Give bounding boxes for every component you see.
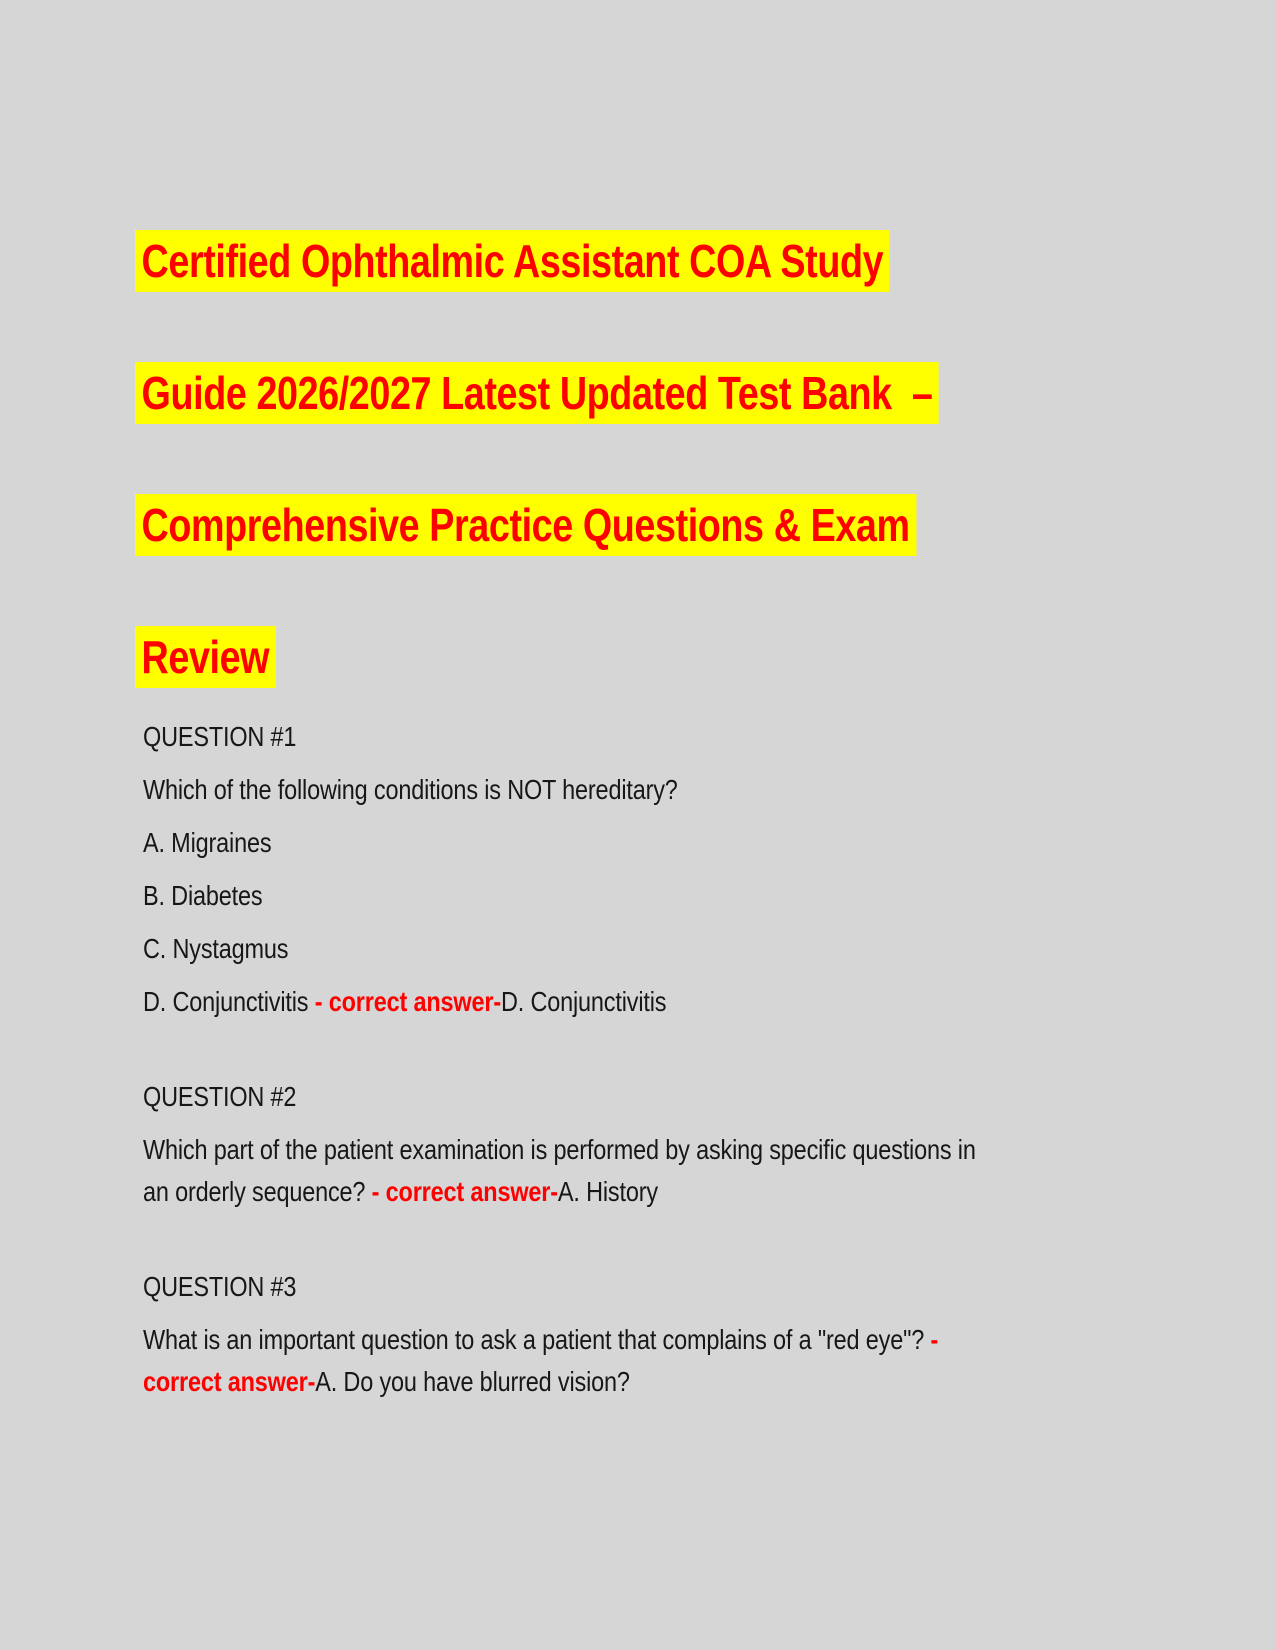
title-highlight-line: Review — [135, 626, 276, 688]
text-segment: an orderly sequence? — [143, 1176, 372, 1207]
question-paragraph — [143, 875, 1136, 917]
correct-answer-marker: correct answer- — [143, 1366, 316, 1397]
text-segment: Which part of the patient examination is performed by asking specific questions in — [143, 1134, 976, 1165]
question-block-3 — [143, 1266, 1136, 1403]
text-segment: What is an important question to ask a patient that complains of a "red eye"? — [143, 1324, 931, 1355]
text-segment: D. Conjunctivitis — [500, 986, 667, 1017]
title-highlight-line: Guide 2026/2027 Latest Updated Test Bank – — [135, 362, 939, 424]
text-segment: A. Migraines — [143, 827, 272, 858]
text-segment: A. Do you have blurred vision? — [315, 1366, 630, 1397]
text-segment: A. History — [557, 1176, 658, 1207]
question-label: QUESTION #1 — [143, 721, 297, 752]
question-block-1 — [143, 716, 1136, 1023]
questions-list — [143, 716, 1136, 1456]
question-paragraph — [143, 981, 1136, 1023]
question-paragraph — [143, 1129, 1136, 1213]
title-highlight-line: Comprehensive Practice Questions & Exam — [135, 494, 916, 556]
correct-answer-marker: - — [930, 1324, 939, 1355]
correct-answer-marker: - correct answer- — [314, 986, 501, 1017]
text-segment: B. Diabetes — [143, 880, 263, 911]
document-title — [135, 228, 1234, 690]
question-label: QUESTION #2 — [143, 1081, 297, 1112]
text-segment: D. Conjunctivitis — [143, 986, 315, 1017]
question-paragraph — [143, 769, 1136, 811]
text-segment: Which of the following conditions is NOT hereditary? — [143, 774, 678, 805]
correct-answer-marker: - correct answer- — [371, 1176, 558, 1207]
title-highlight-line: Certified Ophthalmic Assistant COA Study — [135, 230, 890, 292]
question-block-2 — [143, 1076, 1136, 1213]
question-paragraph — [143, 928, 1136, 970]
question-paragraph — [143, 822, 1136, 864]
question-paragraph — [143, 1319, 1136, 1403]
question-label: QUESTION #3 — [143, 1271, 297, 1302]
text-segment: C. Nystagmus — [143, 933, 289, 964]
